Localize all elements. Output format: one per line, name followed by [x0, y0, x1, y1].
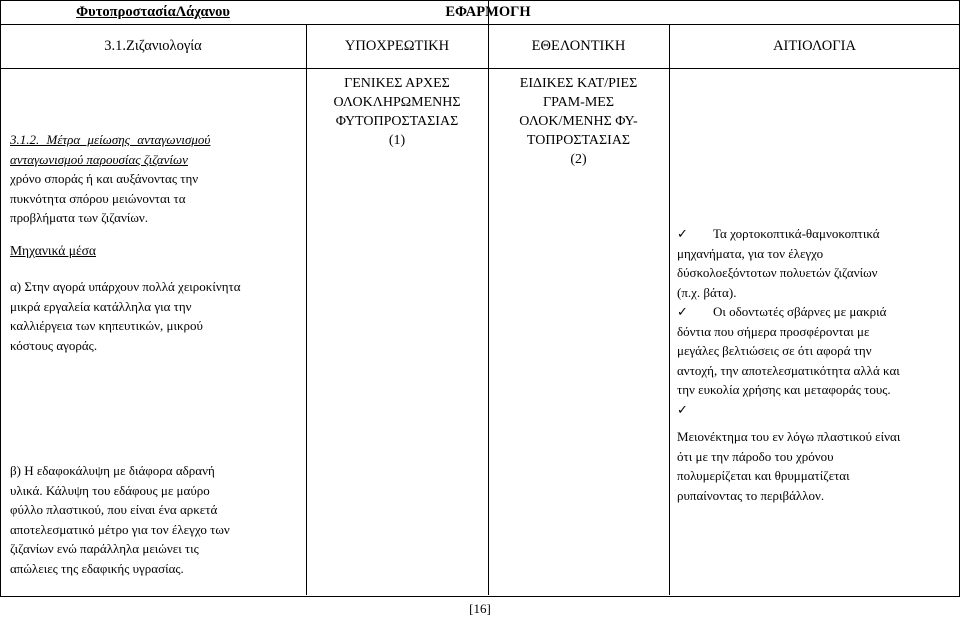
application-title: ΕΦΑΡΜΟΓΗ — [445, 3, 531, 20]
text-line: αντοχή, την αποτελεσματικότητα αλλά και — [677, 362, 900, 378]
crop-title: ΦυτοπροστασίαΛάχανου — [76, 3, 230, 20]
bullet-2 — [677, 302, 957, 322]
text-line: β) Η εδαφοκάλυψη με διάφορα αδρανή — [10, 463, 215, 478]
text-line: ρυπαίνοντας το περιβάλλον. — [677, 487, 825, 503]
item-title-continued: ανταγωνισμού παρουσίας ζιζανίων — [10, 151, 188, 167]
check-icon: ✓ — [677, 304, 688, 319]
item-a-text — [10, 277, 300, 355]
left-column — [10, 130, 298, 228]
bullet-text: Οι οδοντωτές σβάρνες με μακριά — [713, 304, 887, 319]
text-line: α) Στην αγορά υπάρχουν πολλά χειροκίνητα — [10, 279, 241, 294]
text-line: υλικά. Κάλυψη του εδάφους με μαύρο — [10, 482, 210, 498]
heading-line: ΦΥΤΟΠΡΟΣΤΑΣΙΑΣ — [335, 114, 459, 129]
row-divider-2 — [0, 68, 960, 69]
heading-line: ΤΟΠΡΟΣΤΑΣΙΑΣ — [526, 133, 631, 148]
text-line: (π.χ. βάτα). — [677, 284, 737, 300]
text-line: φύλλο πλαστικού, που είναι ένα αρκετά — [10, 502, 218, 517]
text-line: Μειονέκτημα του εν λόγω πλαστικού είναι — [677, 429, 901, 444]
text-line: αποτελεσματικό μέτρο για τον έλεγχο των — [10, 521, 230, 537]
intro-line: χρόνο σποράς ή και αυξάνοντας την — [10, 171, 199, 186]
intro-line: προβλήματα των ζιζανίων. — [10, 210, 149, 225]
bullet-text: Τα χορτοκοπτικά-θαμνοκοπτικά — [713, 226, 880, 241]
heading-line: ΟΛΟΚ/ΜΕΝΗΣ ΦΥ- — [519, 114, 638, 129]
plastic-disadvantage — [677, 427, 957, 505]
text-line: πολυμερίζεται και θρυμματίζεται — [677, 468, 850, 483]
heading-line: ΓΕΝΙΚΕΣ ΑΡΧΕΣ — [344, 76, 450, 91]
heading-line: (2) — [570, 152, 587, 167]
section-title: 3.1.Ζιζανιολογία — [104, 38, 202, 54]
mandatory-col-heading — [306, 74, 488, 150]
bullet-3 — [677, 400, 957, 420]
justification-header: ΑΙΤΙΟΛΟΓΙΑ — [773, 38, 856, 54]
text-line: απώλειες της εδαφικής υγρασίας. — [10, 560, 184, 576]
text-line: την ευκολία χρήσης και μεταφοράς τους. — [677, 382, 891, 397]
heading-line: (1) — [388, 133, 406, 148]
reference-number: [16] — [469, 601, 491, 616]
intro-line: πυκνότητα σπόρου μειώνονται τα — [10, 190, 186, 206]
voluntary-header: ΕΘΕΛΟΝΤΙΚΗ — [531, 38, 626, 54]
text-line: δόντια που σήμερα προσφέρονται με — [677, 323, 870, 339]
bullet-1 — [677, 224, 957, 244]
item-title: 3.1.2. Μέτρα μείωσης ανταγωνισμού — [10, 132, 211, 147]
text-line: μηχανήματα, για τον έλεγχο — [677, 245, 824, 261]
text-line: μεγάλες βελτιώσεις σε ότι αφορά την — [677, 343, 872, 358]
mechanical-means-heading: Μηχανικά μέσα — [10, 243, 96, 258]
item-b-text — [10, 461, 302, 578]
text-line: μικρά εργαλεία κατάλληλα για την — [10, 298, 192, 314]
text-line: δύσκολοεξόντοτων πολυετών ζιζανίων — [677, 265, 878, 280]
check-icon: ✓ — [677, 226, 688, 241]
heading-line: ΟΛΟΚΛΗΡΩΜΕΝΗΣ — [333, 95, 461, 110]
check-icon: ✓ — [677, 401, 688, 417]
text-line: κόστους αγοράς. — [10, 337, 98, 353]
text-line: ζιζανίων ενώ παράλληλα μειώνει τις — [10, 541, 199, 556]
heading-line: ΓΡΑΜ-ΜΕΣ — [543, 95, 614, 110]
heading-line: ΕΙΔΙΚΕΣ ΚΑΤ/ΡΙΕΣ — [519, 76, 638, 91]
col-divider-3 — [669, 24, 670, 595]
voluntary-col-heading — [488, 74, 669, 169]
text-line: καλλιέργεια των κηπευτικών, μικρού — [10, 318, 203, 333]
mandatory-header: ΥΠΟΧΡΕΩΤΙΚΗ — [344, 38, 450, 54]
justification-bullets — [677, 224, 957, 419]
text-line: ότι με την πάροδο του χρόνου — [677, 448, 834, 464]
